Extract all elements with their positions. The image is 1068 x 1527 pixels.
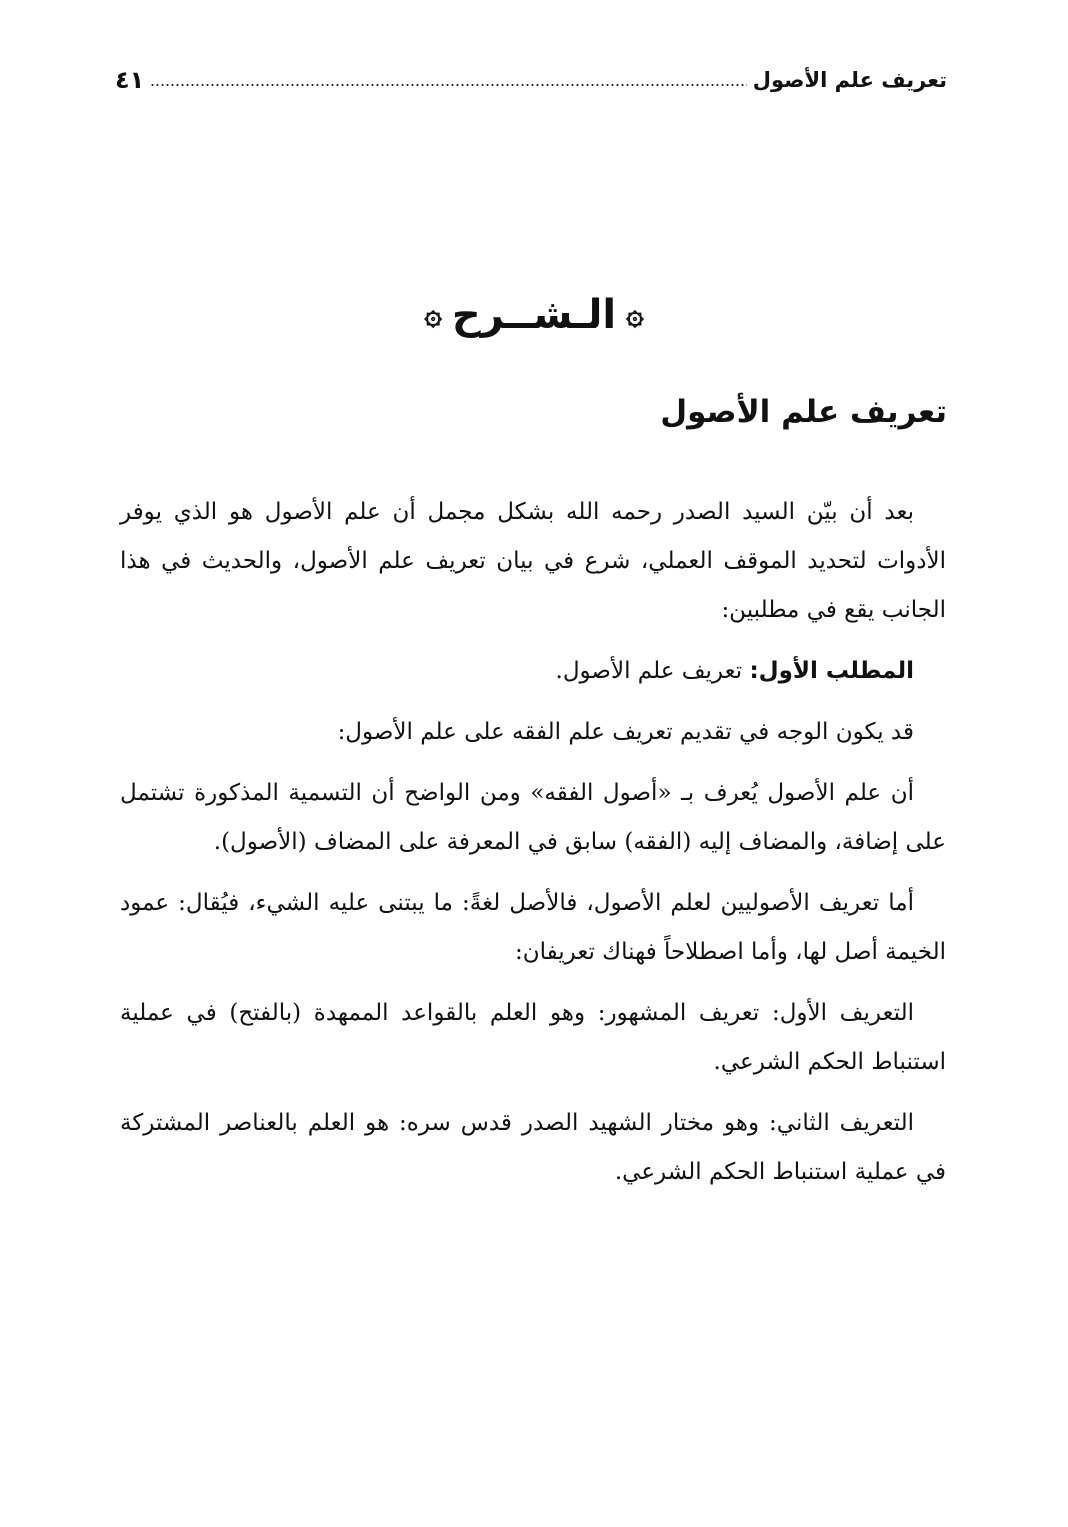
section-title: الـشــرح <box>451 292 617 338</box>
paragraph-reason: قد يكون الوجه في تقديم تعريف علم الفقه على علم الأصول: <box>337 719 914 745</box>
ornament-right-icon: ۞ <box>626 297 644 332</box>
paragraph-first-topic <box>120 647 946 696</box>
chapter-heading: تعريف علم الأصول <box>660 394 947 430</box>
paragraph-naming: أن علم الأصول يُعرف بـ «أصول الفقه» ومن الواضح أن التسمية المذكورة تشتمل على إضافة، والمضاف إليه (الفقه) سابق في المعرفة على المضاف (الأصول). <box>120 780 946 855</box>
paragraph-definition-2: التعريف الثاني: وهو مختار الشهيد الصدر قدس سره: هو العلم بالعناصر المشتركة في عملية استنباط الحكم الشرعي. <box>120 1110 946 1185</box>
paragraph-intro: بعد أن بيّن السيد الصدر رحمه الله بشكل مجمل أن علم الأصول هو الذي يوفر الأدوات لتحديد الموقف العملي، شرع في بيان تعريف علم الأصول، والحديث في هذا الجانب يقع في مطلبين: <box>120 499 946 623</box>
first-topic-label: المطلب الأول: <box>749 658 914 684</box>
running-header-title: تعريف علم الأصول <box>752 68 947 92</box>
body-text <box>120 488 946 1209</box>
paragraph-definition-1: التعريف الأول: تعريف المشهور: وهو العلم بالقواعد الممهدة (بالفتح) في عملية استنباط الحكم الشرعي. <box>120 1000 946 1075</box>
paragraph-linguistic: أما تعريف الأصوليين لعلم الأصول، فالأصل لغةً: ما يبتنى عليه الشيء، فيُقال: عمود الخيمة أصل لها، وأما اصطلاحاً فهناك تعريفان: <box>120 890 946 965</box>
section-heading <box>0 280 1068 350</box>
ornament-left-icon: ۞ <box>424 297 442 332</box>
running-header <box>115 60 947 100</box>
leader-dots <box>150 81 746 89</box>
first-topic-text: تعريف علم الأصول. <box>555 658 750 684</box>
page-number: ٤١ <box>115 66 145 94</box>
